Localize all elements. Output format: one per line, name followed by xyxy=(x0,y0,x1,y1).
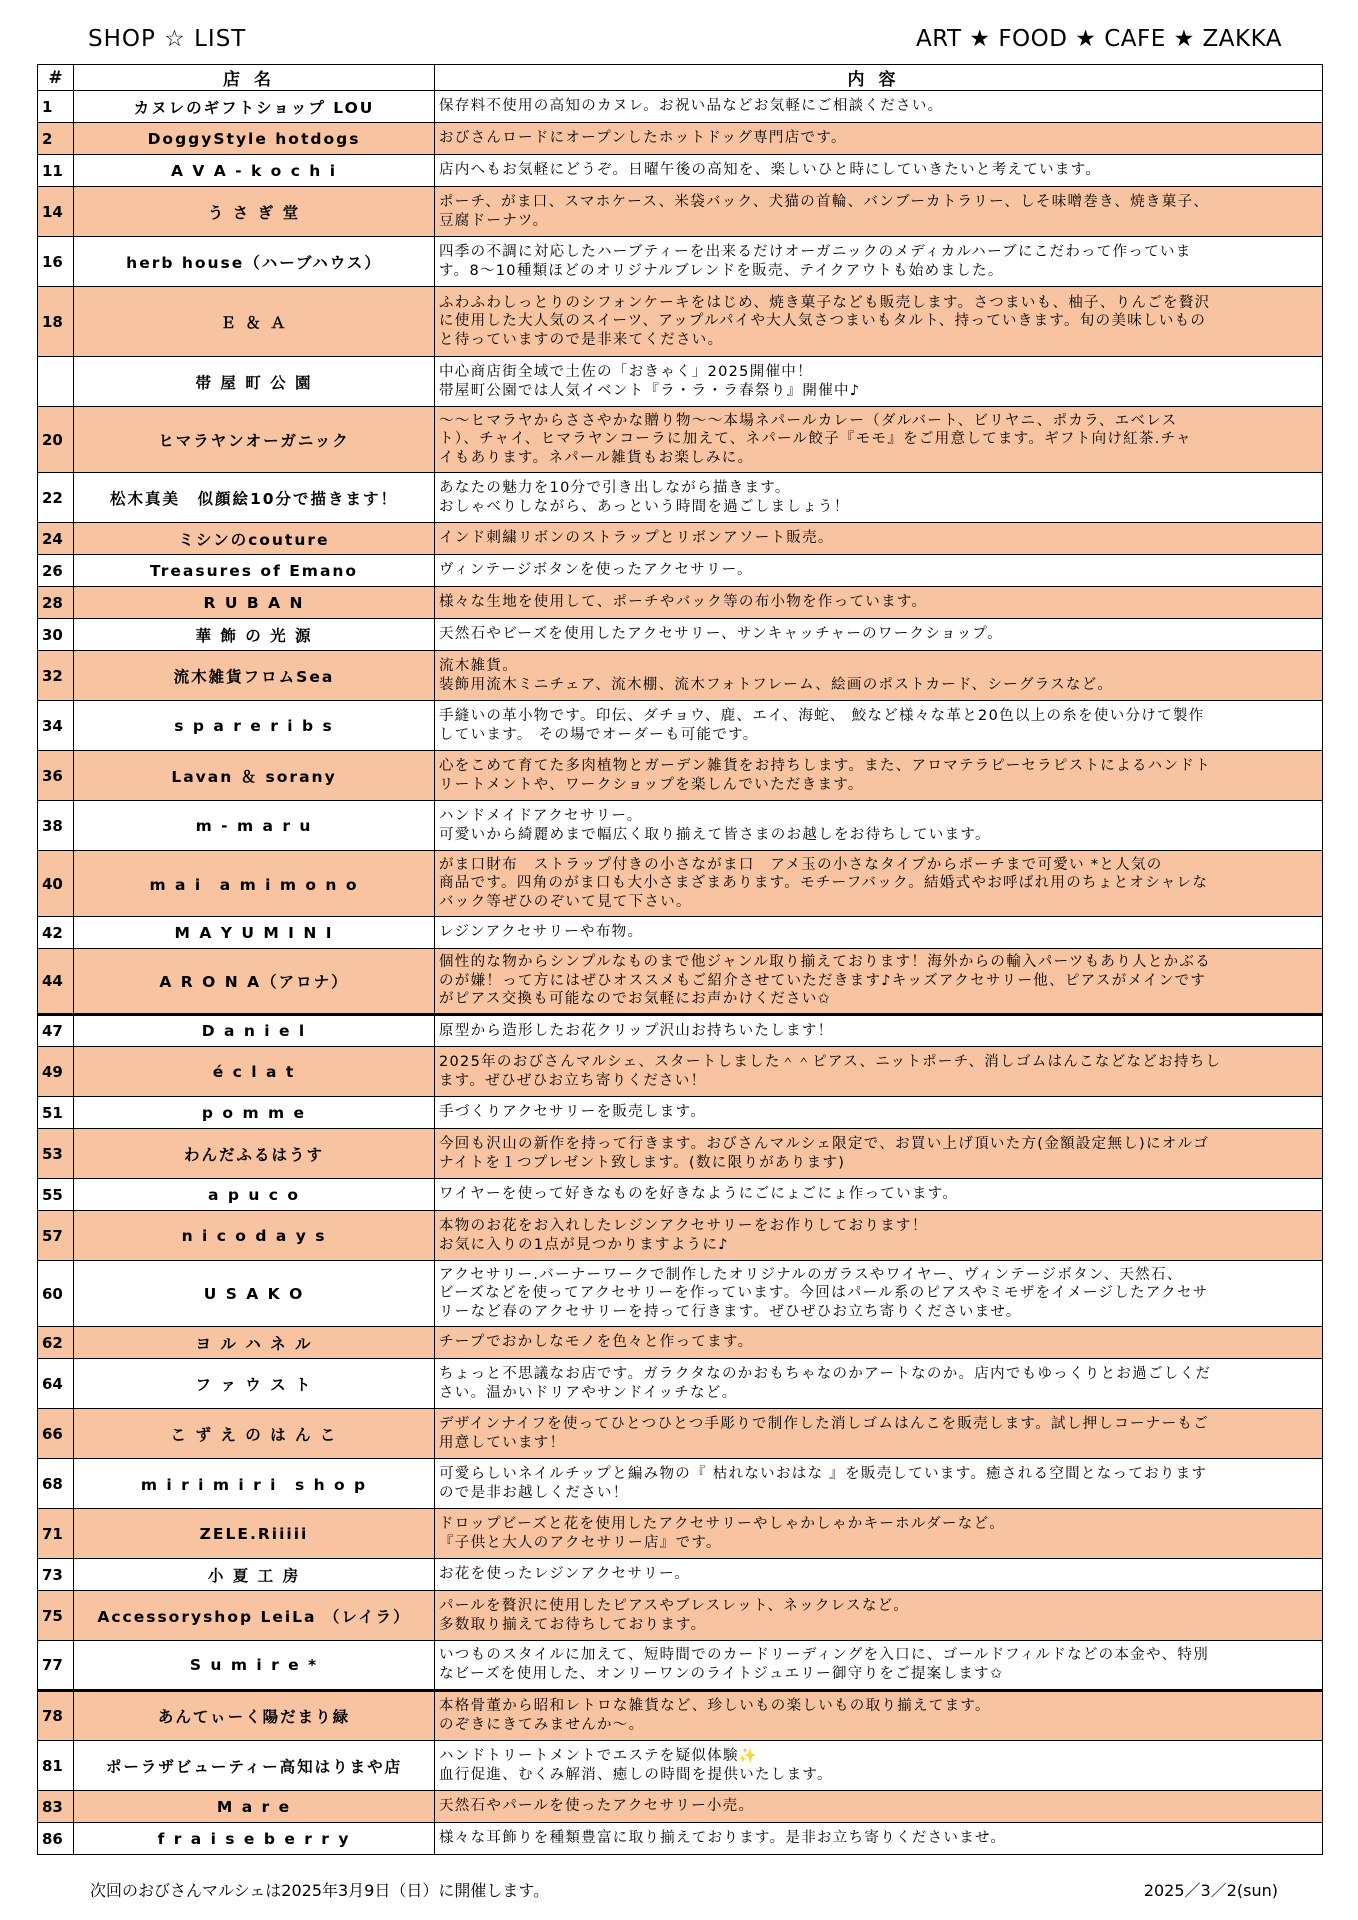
shop-description: 本物のお花をお入れしたレジンアクセサリーをお作りしております！ お気に入りの1点が見つかりますように♪ xyxy=(435,1211,1323,1261)
shop-name: herb house（ハーブハウス） xyxy=(74,237,435,287)
shop-description: ドロップビーズと花を使用したアクセサリーやしゃかしゃかキーホルダーなど。 『子供と大人のアクセサリー店』です。 xyxy=(435,1509,1323,1559)
shop-description: アクセサリー.バーナーワークで制作したオリジナルのガラスやワイヤー、ヴィンテージボタン、天然石、 ビーズなどを使ってアクセサリーを作っています。今回はパール系のピアスやミモザをイメージしたアクセサ リーなど春のアクセサリーを持って行きます。ぜひぜひお立ち寄りくださいませ。 xyxy=(435,1261,1323,1327)
shop-number: 71 xyxy=(38,1509,74,1559)
table-row xyxy=(38,619,1323,651)
table-row xyxy=(38,407,1323,473)
shop-description: レジンアクセサリーや布物。 xyxy=(435,917,1323,949)
shop-number: 40 xyxy=(38,851,74,917)
page-header xyxy=(0,26,1358,60)
table-row xyxy=(38,1261,1323,1327)
shop-description: 心をこめて育てた多肉植物とガーデン雑貨をお持ちします。また、アロマテラピーセラピストによるハンドト リートメントや、ワークショップを楽しんでいただきます。 xyxy=(435,751,1323,801)
shop-description: 様々な生地を使用して、ポーチやバック等の布小物を作っています。 xyxy=(435,587,1323,619)
column-header-number: # xyxy=(38,65,74,91)
table-row xyxy=(38,917,1323,949)
shop-name: f r a i s e b e r r y xyxy=(74,1823,435,1855)
next-event-note: 次回のおびさんマルシェは2025年3月9日（日）に開催します。 xyxy=(90,1881,550,1900)
shop-number: 83 xyxy=(38,1791,74,1823)
shop-number: 73 xyxy=(38,1559,74,1591)
shop-number: 44 xyxy=(38,949,74,1015)
shop-number: 53 xyxy=(38,1129,74,1179)
shop-number: 81 xyxy=(38,1741,74,1791)
shop-number: 38 xyxy=(38,801,74,851)
table-row xyxy=(38,587,1323,619)
shop-number: 16 xyxy=(38,237,74,287)
shop-name: m a i a m i m o n o xyxy=(74,851,435,917)
shop-description: 今回も沢山の新作を持って行きます。おびさんマルシェ限定で、お買い上げ頂いた方(金額設定無し)にオルゴ ナイトを１つプレゼント致します。(数に限りがあります) xyxy=(435,1129,1323,1179)
shop-description: あなたの魅力を10分で引き出しながら描きます。 おしゃべりしながら、あっという時間を過ごしましょう！ xyxy=(435,473,1323,523)
shop-number xyxy=(38,357,74,407)
shop-name: 小 夏 工 房 xyxy=(74,1559,435,1591)
table-row xyxy=(38,1015,1323,1047)
shop-number: 66 xyxy=(38,1409,74,1459)
shop-number: 18 xyxy=(38,287,74,357)
shop-description: 手縫いの革小物です。印伝、ダチョウ、鹿、エイ、海蛇、 鮫など様々な革と20色以上の糸を使い分けて製作 しています。 その場でオーダーも可能です。 xyxy=(435,701,1323,751)
shop-number: 75 xyxy=(38,1591,74,1641)
shop-name: A V A - k o c h i xyxy=(74,155,435,187)
shop-description: がま口財布 ストラップ付きの小さながま口 アメ玉の小さなタイプからポーチまで可愛い *と人気の 商品です。四角のがま口も大小さまざまあります。モチーフバック。結婚式やお呼ばれ用のちょとオシャレな バック等ぜひのぞいて見て下さい。 xyxy=(435,851,1323,917)
shop-description: 四季の不調に対応したハーブティーを出来るだけオーガニックのメディカルハーブにこだわって作っていま す。8～10種類ほどのオリジナルブレンドを販売、テイクアウトも始めました。 xyxy=(435,237,1323,287)
shop-description: インド刺繍リボンのストラップとリボンアソート販売。 xyxy=(435,523,1323,555)
shop-description: 流木雑貨。 装飾用流木ミニチェア、流木棚、流木フォトフレーム、絵画のポストカード、シーグラスなど。 xyxy=(435,651,1323,701)
shop-description: ～～ヒマラヤからささやかな贈り物～～本場ネパールカレー（ダルバート、ビリヤニ、ポカラ、エベレス ト）、チャイ、ヒマラヤンコーラに加えて、ネパール餃子『モモ』をご用意してます。ギフト向け紅茶.チャ イもあります。ネパール雑貨もお楽しみに。 xyxy=(435,407,1323,473)
table-row xyxy=(38,1211,1323,1261)
table-row xyxy=(38,473,1323,523)
shop-number: 51 xyxy=(38,1097,74,1129)
table-row xyxy=(38,651,1323,701)
shop-number: 55 xyxy=(38,1179,74,1211)
column-header-shop-name: 店名 xyxy=(74,65,435,91)
shop-description: 本格骨董から昭和レトロな雑貨など、珍しいもの楽しいもの取り揃えてます。 のぞきにきてみませんか～。 xyxy=(435,1691,1323,1741)
table-row xyxy=(38,91,1323,123)
column-header-description: 内容 xyxy=(435,65,1323,91)
table-row xyxy=(38,1327,1323,1359)
shop-name: m i r i m i r i s h o p xyxy=(74,1459,435,1509)
shop-name: Treasures of Emano xyxy=(74,555,435,587)
table-row xyxy=(38,851,1323,917)
shop-description: チープでおかしなモノを色々と作ってます。 xyxy=(435,1327,1323,1359)
shop-name: A R O N A（アロナ） xyxy=(74,949,435,1015)
table-row xyxy=(38,1559,1323,1591)
table-row xyxy=(38,1691,1323,1741)
shop-name: M a r e xyxy=(74,1791,435,1823)
shop-name: あんてぃーく陽だまり緑 xyxy=(74,1691,435,1741)
shop-description: ちょっと不思議なお店です。ガラクタなのかおもちゃなのかアートなのか。店内でもゆっくりとお過ごしくだ さい。温かいドリアやサンドイッチなど。 xyxy=(435,1359,1323,1409)
table-row xyxy=(38,1047,1323,1097)
table-row xyxy=(38,1409,1323,1459)
table-row xyxy=(38,701,1323,751)
shop-name: a p u c o xyxy=(74,1179,435,1211)
shop-name: m - m a r u xyxy=(74,801,435,851)
shop-name: M A Y U M I N I xyxy=(74,917,435,949)
shop-description: ポーチ、がま口、スマホケース、米袋バック、犬猫の首輪、バンブーカトラリー、しそ味噌巻き、焼き菓子、 豆腐ドーナツ。 xyxy=(435,187,1323,237)
shop-name: Accessoryshop LeiLa （レイラ） xyxy=(74,1591,435,1641)
shop-name: S u m i r e * xyxy=(74,1641,435,1691)
shop-number: 22 xyxy=(38,473,74,523)
shop-number: 28 xyxy=(38,587,74,619)
table-row xyxy=(38,1823,1323,1855)
shop-number: 2 xyxy=(38,123,74,155)
shop-number: 86 xyxy=(38,1823,74,1855)
shop-description: 2025年のおびさんマルシェ、スタートしました＾＾ピアス、ニットポーチ、消しゴムはんこなどなどお持ちし ます。ぜひぜひお立ち寄りください！ xyxy=(435,1047,1323,1097)
table-row xyxy=(38,187,1323,237)
shop-number: 57 xyxy=(38,1211,74,1261)
shop-number: 47 xyxy=(38,1015,74,1047)
table-row xyxy=(38,155,1323,187)
shop-number: 30 xyxy=(38,619,74,651)
shop-name: う さ ぎ 堂 xyxy=(74,187,435,237)
shop-name: Ｅ ＆ Ａ xyxy=(74,287,435,357)
shop-description: 中心商店街全域で土佐の「おきゃく」2025開催中！ 帯屋町公園では人気イベント『ラ・ラ・ラ春祭り』開催中♪ xyxy=(435,357,1323,407)
shop-number: 1 xyxy=(38,91,74,123)
category-title: ART ★ FOOD ★ CAFE ★ ZAKKA xyxy=(915,26,1282,52)
shop-number: 14 xyxy=(38,187,74,237)
shop-description: ヴィンテージボタンを使ったアクセサリー。 xyxy=(435,555,1323,587)
shop-name: R U B A N xyxy=(74,587,435,619)
table-body xyxy=(38,91,1323,1855)
shop-description: 原型から造形したお花クリップ沢山お持ちいたします！ xyxy=(435,1015,1323,1047)
table-row xyxy=(38,1129,1323,1179)
shop-number: 62 xyxy=(38,1327,74,1359)
table-row xyxy=(38,1791,1323,1823)
shop-name: 華 飾 の 光 源 xyxy=(74,619,435,651)
shop-name: s p a r e r i b s xyxy=(74,701,435,751)
shop-name: U S A K O xyxy=(74,1261,435,1327)
shop-description: 天然石やビーズを使用したアクセサリー、サンキャッチャーのワークショップ。 xyxy=(435,619,1323,651)
page-footer xyxy=(0,1878,1358,1902)
shop-number: 32 xyxy=(38,651,74,701)
shop-description: デザインナイフを使ってひとつひとつ手彫りで制作した消しゴムはんこを販売します。試し押しコーナーもご 用意しています！ xyxy=(435,1409,1323,1459)
shop-name: é c l a t xyxy=(74,1047,435,1097)
shop-name: ヨ ル ハ ネ ル xyxy=(74,1327,435,1359)
table-row xyxy=(38,1359,1323,1409)
shop-list-title: SHOP ☆ LIST xyxy=(88,26,247,52)
shop-number: 42 xyxy=(38,917,74,949)
shop-name: ポーラザビューティー高知はりまや店 xyxy=(74,1741,435,1791)
shop-name: D a n i e l xyxy=(74,1015,435,1047)
table-row xyxy=(38,1641,1323,1691)
shop-name: ヒマラヤンオーガニック xyxy=(74,407,435,473)
table-row xyxy=(38,801,1323,851)
shop-number: 64 xyxy=(38,1359,74,1409)
shop-name: ミシンのcouture xyxy=(74,523,435,555)
shop-name: n i c o d a y s xyxy=(74,1211,435,1261)
shop-number: 78 xyxy=(38,1691,74,1741)
shop-description: 店内へもお気軽にどうぞ。日曜午後の高知を、楽しいひと時にしていきたいと考えています。 xyxy=(435,155,1323,187)
shop-name: フ ァ ウ ス ト xyxy=(74,1359,435,1409)
shop-description: 手づくりアクセサリーを販売します。 xyxy=(435,1097,1323,1129)
shop-description: ワイヤーを使って好きなものを好きなようにごにょごにょ作っています。 xyxy=(435,1179,1323,1211)
shop-number: 24 xyxy=(38,523,74,555)
shop-list-table xyxy=(37,64,1323,1855)
shop-number: 60 xyxy=(38,1261,74,1327)
table-row xyxy=(38,1509,1323,1559)
shop-description: ハンドメイドアクセサリー。 可愛いから綺麗めまで幅広く取り揃えて皆さまのお越しをお待ちしています。 xyxy=(435,801,1323,851)
shop-description: お花を使ったレジンアクセサリー。 xyxy=(435,1559,1323,1591)
event-date: 2025／3／2(sun) xyxy=(1143,1881,1278,1900)
table-row xyxy=(38,1179,1323,1211)
shop-description: いつものスタイルに加えて、短時間でのカードリーディングを入口に、ゴールドフィルドなどの本金や、特別 なビーズを使用した、オンリーワンのライトジュエリー御守りをご提案します✩ xyxy=(435,1641,1323,1691)
shop-description: 様々な耳飾りを種類豊富に取り揃えております。是非お立ち寄りくださいませ。 xyxy=(435,1823,1323,1855)
table-row xyxy=(38,237,1323,287)
table-row xyxy=(38,1741,1323,1791)
shop-number: 36 xyxy=(38,751,74,801)
shop-name: カヌレのギフトショップ LOU xyxy=(74,91,435,123)
table-row xyxy=(38,949,1323,1015)
shop-description: 可愛らしいネイルチップと編み物の『 枯れないおはな 』を販売しています。癒される空間となっております ので是非お越しください！ xyxy=(435,1459,1323,1509)
shop-description: ふわふわしっとりのシフォンケーキをはじめ、焼き菓子なども販売します。さつまいも、柚子、りんごを贅沢 に使用した大人気のスイーツ、アップルパイや大人気さつまいもタルト、持っていきます。旬の美味しいもの と待っていますので是非来てください。 xyxy=(435,287,1323,357)
shop-description: おびさんロードにオープンしたホットドッグ専門店です。 xyxy=(435,123,1323,155)
table-row xyxy=(38,1097,1323,1129)
shop-description: ハンドトリートメントでエステを疑似体験✨ 血行促進、むくみ解消、癒しの時間を提供いたします。 xyxy=(435,1741,1323,1791)
table-row xyxy=(38,1459,1323,1509)
shop-name: わんだふるはうす xyxy=(74,1129,435,1179)
shop-name: 流木雑貨フロムSea xyxy=(74,651,435,701)
shop-name: 松木真美 似顔絵10分で描きます！ xyxy=(74,473,435,523)
shop-description: パールを贅沢に使用したピアスやブレスレット、ネックレスなど。 多数取り揃えてお待ちしております。 xyxy=(435,1591,1323,1641)
table-row xyxy=(38,1591,1323,1641)
shop-number: 20 xyxy=(38,407,74,473)
table-row xyxy=(38,123,1323,155)
shop-number: 77 xyxy=(38,1641,74,1691)
table-header-row xyxy=(38,65,1323,91)
shop-name: p o m m e xyxy=(74,1097,435,1129)
table-row xyxy=(38,555,1323,587)
shop-name: 帯 屋 町 公 園 xyxy=(74,357,435,407)
shop-description: 天然石やパールを使ったアクセサリー小売。 xyxy=(435,1791,1323,1823)
shop-number: 34 xyxy=(38,701,74,751)
table-row xyxy=(38,357,1323,407)
shop-number: 49 xyxy=(38,1047,74,1097)
table-row xyxy=(38,751,1323,801)
shop-description: 保存料不使用の高知のカヌレ。お祝い品などお気軽にご相談ください。 xyxy=(435,91,1323,123)
shop-name: こ ず え の は ん こ xyxy=(74,1409,435,1459)
shop-number: 11 xyxy=(38,155,74,187)
table-row xyxy=(38,523,1323,555)
shop-name: ZELE.Riiiii xyxy=(74,1509,435,1559)
shop-number: 26 xyxy=(38,555,74,587)
shop-name: DoggyStyle hotdogs xyxy=(74,123,435,155)
shop-name: Lavan ＆ sorany xyxy=(74,751,435,801)
table-row xyxy=(38,287,1323,357)
shop-description: 個性的な物からシンプルなものまで他ジャンル取り揃えております！海外からの輸入パーツもあり人とかぶる のが嫌！って方にはぜひオススメもご紹介させていただきます♪キッズアクセサリー他、ピアスがメインです がピアス交換も可能なのでお気軽にお声かけください✩ xyxy=(435,949,1323,1015)
shop-number: 68 xyxy=(38,1459,74,1509)
